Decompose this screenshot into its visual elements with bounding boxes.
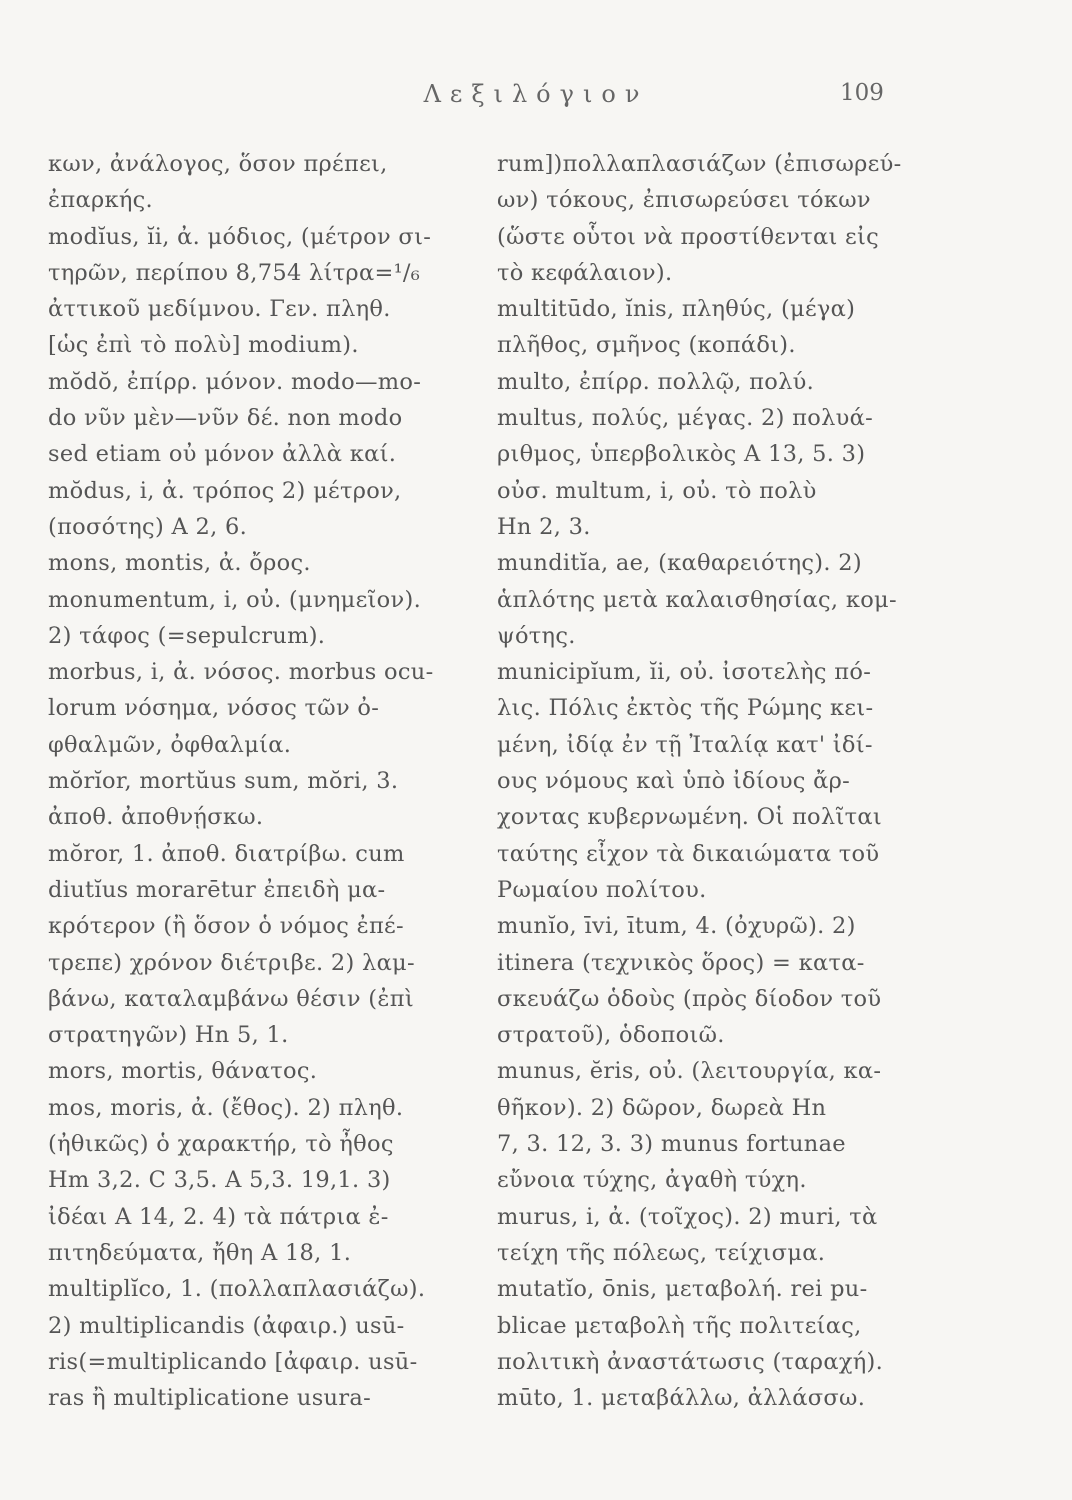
entry-line: πλῆθος, σμῆνος (κοπάδι). [497, 332, 796, 359]
entry-line: λις. Πόλις ἐκτὸς τῆς Ρώμης κει- [497, 695, 874, 722]
left-column [48, 146, 468, 1416]
entry-line: mŏdus, i, ἀ. τρόπος 2) μέτρον, [48, 477, 402, 504]
entry-line: ους νόμους καὶ ὑπὸ ἰδίους ἄρ- [497, 768, 851, 795]
running-title: Λεξιλόγιον [423, 80, 649, 108]
entry-line: (ὥστε οὗτοι νὰ προστίθενται εἰς [497, 223, 880, 250]
entry-line: μένη, ἰδίᾳ ἐν τῇ Ἰταλίᾳ κατ' ἰδί- [497, 731, 873, 758]
entry-line: multitūdo, ĭnis, πληθύς, (μέγα) [497, 296, 856, 323]
entry-line: mŏrĭor, mortŭus sum, mŏri, 3. [48, 768, 399, 795]
entry-line: (ποσότης) Α 2, 6. [48, 513, 248, 540]
entry-line: 2) τάφος (=sepulcrum). [48, 622, 326, 649]
entry-line: πολιτικὴ ἀναστάτωσις (ταραχή). [497, 1348, 884, 1375]
entry-line: multiplĭco, 1. (πολλαπλασιάζω). [48, 1276, 426, 1303]
entry-line: mutatĭo, ōnis, μεταβολή. rei pu- [497, 1276, 868, 1303]
entry-line: mons, montis, ἀ. ὄρος. [48, 550, 311, 577]
entry-line: θῆκον). 2) δῶρον, δωρεὰ Hn [497, 1094, 827, 1121]
entry-line: ἀττικοῦ μεδίμνου. Γεν. πληθ. [48, 296, 391, 323]
entry-line: Hm 3,2. C 3,5. A 5,3. 19,1. 3) [48, 1167, 391, 1194]
entry-line: mūto, 1. μεταβάλλω, ἀλλάσσω. [497, 1385, 866, 1412]
entry-line: modĭus, ĭi, ἀ. μόδιος, (μέτρον σι- [48, 223, 432, 250]
entry-line: τείχη τῆς πόλεως, τείχισμα. [497, 1239, 826, 1266]
entry-line: ταύτης εἶχον τὰ δικαιώματα τοῦ [497, 840, 880, 867]
entry-line: ras ἢ multiplicatione usura- [48, 1385, 372, 1412]
entry-line: (ἠθικῶς) ὁ χαρακτήρ, τὸ ἦθος [48, 1131, 394, 1158]
entry-line: mos, moris, ἀ. (ἔθος). 2) πληθ. [48, 1094, 404, 1121]
entry-line: τὸ κεφάλαιον). [497, 259, 673, 286]
entry-line: lorum νόσημα, νόσος τῶν ὀ- [48, 695, 380, 722]
entry-line: munditĭa, ae, (καθαρειότης). 2) [497, 550, 862, 577]
entry-line: στρατοῦ), ὁδοποιῶ. [497, 1022, 725, 1049]
right-column [497, 146, 917, 1416]
entry-line: τηρῶν, περίπου 8,754 λίτρα=¹/₆ [48, 259, 421, 286]
entry-line: πιτηδεύματα, ἤθη A 18, 1. [48, 1239, 352, 1266]
entry-line: τρεπε) χρόνον διέτριβε. 2) λαμ- [48, 949, 415, 976]
entry-line: munĭo, īvi, ītum, 4. (ὀχυρῶ). 2) [497, 913, 856, 940]
entry-line: ἁπλότης μετὰ καλαισθησίας, κομ- [497, 586, 897, 613]
page-number: 109 [840, 80, 884, 106]
entry-line: κων, ἀνάλογος, ὅσον πρέπει, [48, 151, 388, 177]
entry-line: mŏdŏ, ἐπίρρ. μόνον. modo—mo- [48, 368, 422, 395]
page-header [0, 80, 1072, 120]
entry-line: στρατηγῶν) Hn 5, 1. [48, 1022, 289, 1049]
entry-line: multus, πολύς, μέγας. 2) πολυά- [497, 405, 874, 432]
entry-line: Ρωμαίου πολίτου. [497, 876, 707, 903]
entry-line: morbus, i, ἀ. νόσος. morbus ocu- [48, 659, 434, 686]
entry-line: ἀποθ. ἀποθνῄσκω. [48, 804, 264, 831]
entry-line: φθαλμῶν, ὀφθαλμία. [48, 731, 292, 758]
entry-line: sed etiam οὐ μόνον ἀλλὰ καί. [48, 441, 397, 468]
entry-line: mŏror, 1. ἀποθ. διατρίβω. cum [48, 840, 405, 867]
entry-line: [ὡς ἐπὶ τὸ πολὺ] modium). [48, 332, 359, 359]
entry-line: rum])πολλαπλασιάζων (ἐπισωρεύ- [497, 151, 902, 177]
entry-line: ἰδέαι A 14, 2. 4) τὰ πάτρια ἐ- [48, 1203, 389, 1230]
entry-line: 2) multiplicandis (ἀφαιρ.) usū- [48, 1312, 405, 1339]
entry-line: ἐπαρκής. [48, 187, 153, 214]
entry-line: σκευάζω ὁδοὺς (πρὸς δίοδον τοῦ [497, 985, 882, 1012]
entry-line: χοντας κυβερνωμένη. Οἱ πολῖται [497, 804, 882, 831]
entry-line: βάνω, καταλαμβάνω θέσιν (ἐπὶ [48, 985, 414, 1012]
entry-line: ris(=multiplicando [ἀφαιρ. usū- [48, 1348, 418, 1375]
entry-line: murus, i, ἀ. (τοῖχος). 2) muri, τὰ [497, 1203, 878, 1230]
entry-line: ψότης. [497, 622, 576, 649]
entry-line: do νῦν μὲν—νῦν δέ. non modo [48, 405, 403, 432]
entry-line: blicae μεταβολὴ τῆς πολιτείας, [497, 1312, 862, 1339]
entry-line: 7, 3. 12, 3. 3) munus fortunae [497, 1131, 846, 1158]
entry-line: κρότερον (ἢ ὅσον ὁ νόμος ἐπέ- [48, 913, 404, 940]
entry-line: εὔνοια τύχης, ἀγαθὴ τύχη. [497, 1167, 807, 1194]
entry-line: munus, ĕris, οὐ. (λειτουργία, κα- [497, 1058, 882, 1085]
entry-line: ων) τόκους, ἐπισωρεύσει τόκων [497, 187, 871, 214]
entry-line: Hn 2, 3. [497, 513, 591, 540]
entry-line: multo, ἐπίρρ. πολλῷ, πολύ. [497, 368, 815, 395]
entry-line: mors, mortis, θάνατος. [48, 1058, 318, 1085]
entry-line: municipĭum, ĭi, οὐ. ἰσοτελὴς πό- [497, 659, 872, 686]
entry-line: itinera (τεχνικὸς ὅρος) = κατα- [497, 949, 865, 976]
entry-line: οὐσ. multum, i, οὐ. τὸ πολὺ [497, 477, 817, 504]
entry-line: monumentum, i, οὐ. (μνημεῖον). [48, 586, 422, 613]
entry-line: diutĭus morarētur ἐπειδὴ μα- [48, 876, 386, 903]
entry-line: ριθμος, ὑπερβολικὸς A 13, 5. 3) [497, 441, 866, 468]
